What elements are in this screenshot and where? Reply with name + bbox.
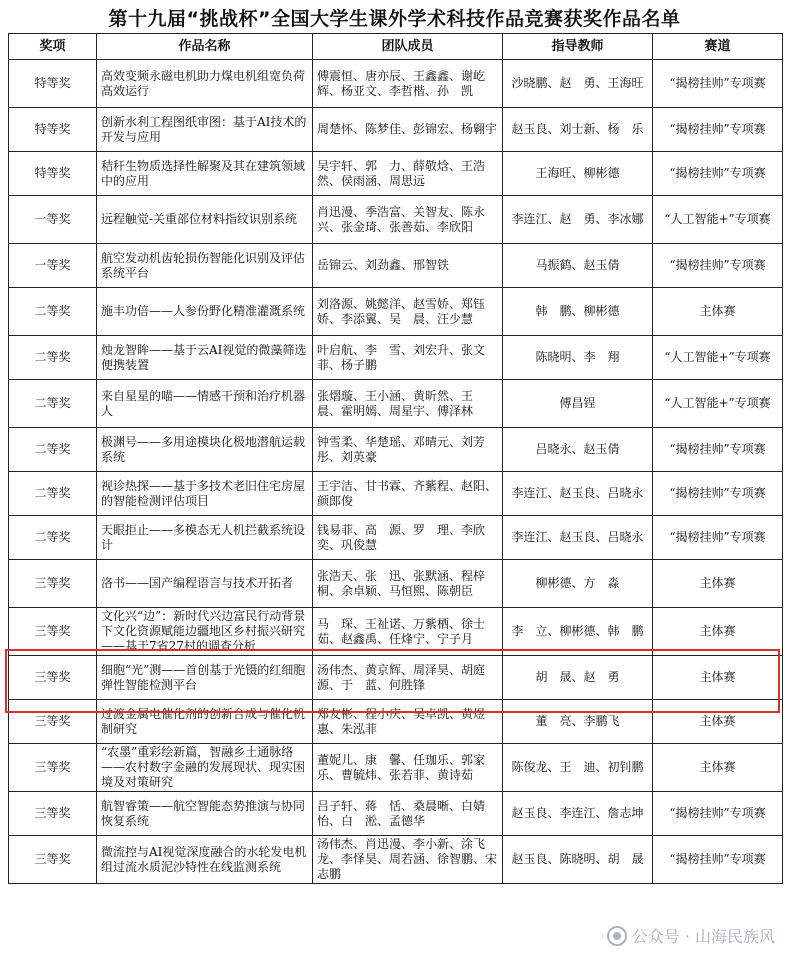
members-cell: 钱易菲、高 源、罗 理、李欣奕、巩俊慧 [313, 516, 503, 560]
advisors-cell: 李连江、赵 勇、李冰娜 [503, 196, 653, 244]
award-cell: 特等奖 [9, 152, 97, 196]
advisors-cell: 王海旺、柳彬德 [503, 152, 653, 196]
members-cell: 钟雪柔、华楚瑶、邓晴元、刘芳彤、刘英豪 [313, 428, 503, 472]
table-row [9, 152, 783, 196]
members-cell: 肖迅漫、季浩富、关智友、陈永兴、张金琦、张善茹、李欣阳 [313, 196, 503, 244]
award-cell: 三等奖 [9, 792, 97, 836]
work-name-cell: 过渡金属电催化剂的创新合成与催化机制研究 [97, 700, 313, 744]
work-name-cell: 视诊热探——基于多技术老旧住宅房屋的智能检测评估项目 [97, 472, 313, 516]
table-row [9, 836, 783, 884]
track-cell: “揭榜挂帅”专项赛 [653, 428, 783, 472]
work-name-cell: 烛龙智眸——基于云AI视觉的微藻筛选便携装置 [97, 336, 313, 380]
track-cell: “揭榜挂帅”专项赛 [653, 108, 783, 152]
members-cell: 汤伟杰、黄京辉、周泽昊、胡庭源、于 蓝、何胜锋 [313, 656, 503, 700]
award-cell: 三等奖 [9, 700, 97, 744]
award-cell: 三等奖 [9, 836, 97, 884]
track-cell: “揭榜挂帅”专项赛 [653, 152, 783, 196]
members-cell: 吕子轩、蒋 恬、桑晨晰、白婧怡、白 淞、孟德华 [313, 792, 503, 836]
header-award: 奖项 [9, 34, 97, 60]
track-cell: 主体赛 [653, 700, 783, 744]
track-cell: “揭榜挂帅”专项赛 [653, 244, 783, 288]
table-row [9, 608, 783, 656]
award-cell: 二等奖 [9, 380, 97, 428]
work-name-cell: 极渊号——多用途模块化极地潜航运载系统 [97, 428, 313, 472]
table-row [9, 792, 783, 836]
award-cell: 三等奖 [9, 608, 97, 656]
work-name-cell: 细胞“光”测——首创基于光镊的红细胞弹性智能检测平台 [97, 656, 313, 700]
award-cell: 二等奖 [9, 472, 97, 516]
award-cell: 特等奖 [9, 60, 97, 108]
track-cell: “人工智能+”专项赛 [653, 196, 783, 244]
members-cell: 汤伟杰、肖迅漫、李小新、涂飞龙、李怿昊、周若涵、徐智鹏、宋志鹏 [313, 836, 503, 884]
work-name-cell: 航智睿策——航空智能态势推演与协同恢复系统 [97, 792, 313, 836]
members-cell: 叶启航、李 雪、刘宏升、张文菲、杨子鹏 [313, 336, 503, 380]
members-cell: 董妮儿、康 馨、任珈乐、郭家乐、曹毓炜、张若菲、黄诗茹 [313, 744, 503, 792]
members-cell: 刘洛源、姚懿洋、赵雪娇、郑钰娇、李添翼、吴 晨、汪少慧 [313, 288, 503, 336]
members-cell: 张熠璇、王小涵、黄昕然、王 晨、霍明嫣、周星宇、傅泽林 [313, 380, 503, 428]
watermark [607, 924, 775, 947]
table-row [9, 656, 783, 700]
award-cell: 二等奖 [9, 288, 97, 336]
advisors-cell: 吕晓永、赵玉倩 [503, 428, 653, 472]
track-cell: 主体赛 [653, 560, 783, 608]
award-cell: 三等奖 [9, 744, 97, 792]
track-cell: “揭榜挂帅”专项赛 [653, 472, 783, 516]
members-cell: 张浩天、张 迅、张默涵、程梓桐、余卓颖、马恒熙、陈朝臣 [313, 560, 503, 608]
advisors-cell: 柳彬德、方 淼 [503, 560, 653, 608]
advisors-cell: 马振鹤、赵玉倩 [503, 244, 653, 288]
award-cell: 特等奖 [9, 108, 97, 152]
work-name-cell: 创新水利工程图纸审图：基于AI技术的开发与应用 [97, 108, 313, 152]
table-row [9, 60, 783, 108]
advisors-cell: 李连江、赵玉良、吕晓永 [503, 516, 653, 560]
advisors-cell: 傅昌锃 [503, 380, 653, 428]
advisors-cell: 陈俊龙、王 迪、初钊鹏 [503, 744, 653, 792]
award-cell: 一等奖 [9, 196, 97, 244]
advisors-cell: 韩 鹏、柳彬德 [503, 288, 653, 336]
header-advisors: 指导教师 [503, 34, 653, 60]
work-name-cell: 高效变频永磁电机助力煤电机组宽负荷高效运行 [97, 60, 313, 108]
advisors-cell: 董 亮、李鹏飞 [503, 700, 653, 744]
work-name-cell: “农墨”重彩绘新篇，智融乡土通脉络——农村数字金融的发展现状、现实困境及对策研究 [97, 744, 313, 792]
advisors-cell: 胡 晟、赵 勇 [503, 656, 653, 700]
table-header-row [9, 34, 783, 60]
watermark-text: 公众号 · 山海民族风 [631, 927, 775, 946]
members-cell: 王宇洁、甘书霖、齐紫程、赵阳、颜郎俊 [313, 472, 503, 516]
track-cell: 主体赛 [653, 744, 783, 792]
track-cell: 主体赛 [653, 288, 783, 336]
track-cell: “人工智能+”专项赛 [653, 380, 783, 428]
track-cell: “揭榜挂帅”专项赛 [653, 836, 783, 884]
members-cell: 周楚怀、陈梦佳、彭锦宏、杨翱宇 [313, 108, 503, 152]
award-cell: 二等奖 [9, 428, 97, 472]
award-table [8, 33, 783, 884]
page-title: 第十九届“挑战杯”全国大学生课外学术科技作品竞赛获奖作品名单 [108, 8, 681, 30]
advisors-cell: 赵玉良、李连江、詹志坤 [503, 792, 653, 836]
members-cell: 岳锦云、刘劲鑫、邢智铁 [313, 244, 503, 288]
header-track: 赛道 [653, 34, 783, 60]
table-row [9, 380, 783, 428]
members-cell: 郑友彬、程小庆、吴卓凯、黄煜惠、朱泓菲 [313, 700, 503, 744]
table-row [9, 516, 783, 560]
track-cell: “人工智能+”专项赛 [653, 336, 783, 380]
table-row [9, 428, 783, 472]
advisors-cell: 赵玉良、刘士新、杨 乐 [503, 108, 653, 152]
award-cell: 三等奖 [9, 560, 97, 608]
header-name: 作品名称 [97, 34, 313, 60]
advisors-cell: 李连江、赵玉良、吕晓永 [503, 472, 653, 516]
award-cell: 三等奖 [9, 656, 97, 700]
members-cell: 吴宇轩、郭 力、薛敬焓、王浩然、侯雨涵、周思远 [313, 152, 503, 196]
header-members: 团队成员 [313, 34, 503, 60]
work-name-cell: 来自星星的喵——情感干预和治疗机器人 [97, 380, 313, 428]
table-row [9, 560, 783, 608]
track-cell: “揭榜挂帅”专项赛 [653, 60, 783, 108]
award-cell: 一等奖 [9, 244, 97, 288]
work-name-cell: 施丰功倍——人参份野化精准灌溉系统 [97, 288, 313, 336]
award-cell: 二等奖 [9, 336, 97, 380]
work-name-cell: 微流控与AI视觉深度融合的水轮发电机组过流水质泥沙特性在线监测系统 [97, 836, 313, 884]
award-cell: 二等奖 [9, 516, 97, 560]
track-cell: “揭榜挂帅”专项赛 [653, 792, 783, 836]
work-name-cell: 秸秆生物质选择性解聚及其在建筑领域中的应用 [97, 152, 313, 196]
members-cell: 傅震恒、唐亦辰、王鑫鑫、谢屹辉、杨亚文、李哲楷、孙 凯 [313, 60, 503, 108]
members-cell: 马 琛、王祉诺、万紫栖、徐士茹、赵鑫禹、任烽宁、宁子月 [313, 608, 503, 656]
table-row [9, 472, 783, 516]
table-row [9, 244, 783, 288]
work-name-cell: 远程触觉-关重部位材料指纹识别系统 [97, 196, 313, 244]
advisors-cell: 李 立、柳彬德、韩 鹏 [503, 608, 653, 656]
work-name-cell: 天眼拒止——多模态无人机拦截系统设计 [97, 516, 313, 560]
work-name-cell: 航空发动机齿轮损伤智能化识别及评估系统平台 [97, 244, 313, 288]
advisors-cell: 赵玉良、陈晓明、胡 晟 [503, 836, 653, 884]
wechat-account-icon [607, 926, 627, 946]
work-name-cell: 洛书——国产编程语言与技术开拓者 [97, 560, 313, 608]
table-row [9, 108, 783, 152]
track-cell: 主体赛 [653, 608, 783, 656]
table-row [9, 336, 783, 380]
track-cell: 主体赛 [653, 656, 783, 700]
advisors-cell: 陈晓明、李 翔 [503, 336, 653, 380]
table-row [9, 744, 783, 792]
table-row [9, 288, 783, 336]
track-cell: “揭榜挂帅”专项赛 [653, 516, 783, 560]
advisors-cell: 沙晓鹏、赵 勇、王海旺 [503, 60, 653, 108]
table-row [9, 196, 783, 244]
work-name-cell: 文化兴“边”：新时代兴边富民行动背景下文化资源赋能边疆地区乡村振兴研究——基于7省27村的调查分析 [97, 608, 313, 656]
table-row [9, 700, 783, 744]
